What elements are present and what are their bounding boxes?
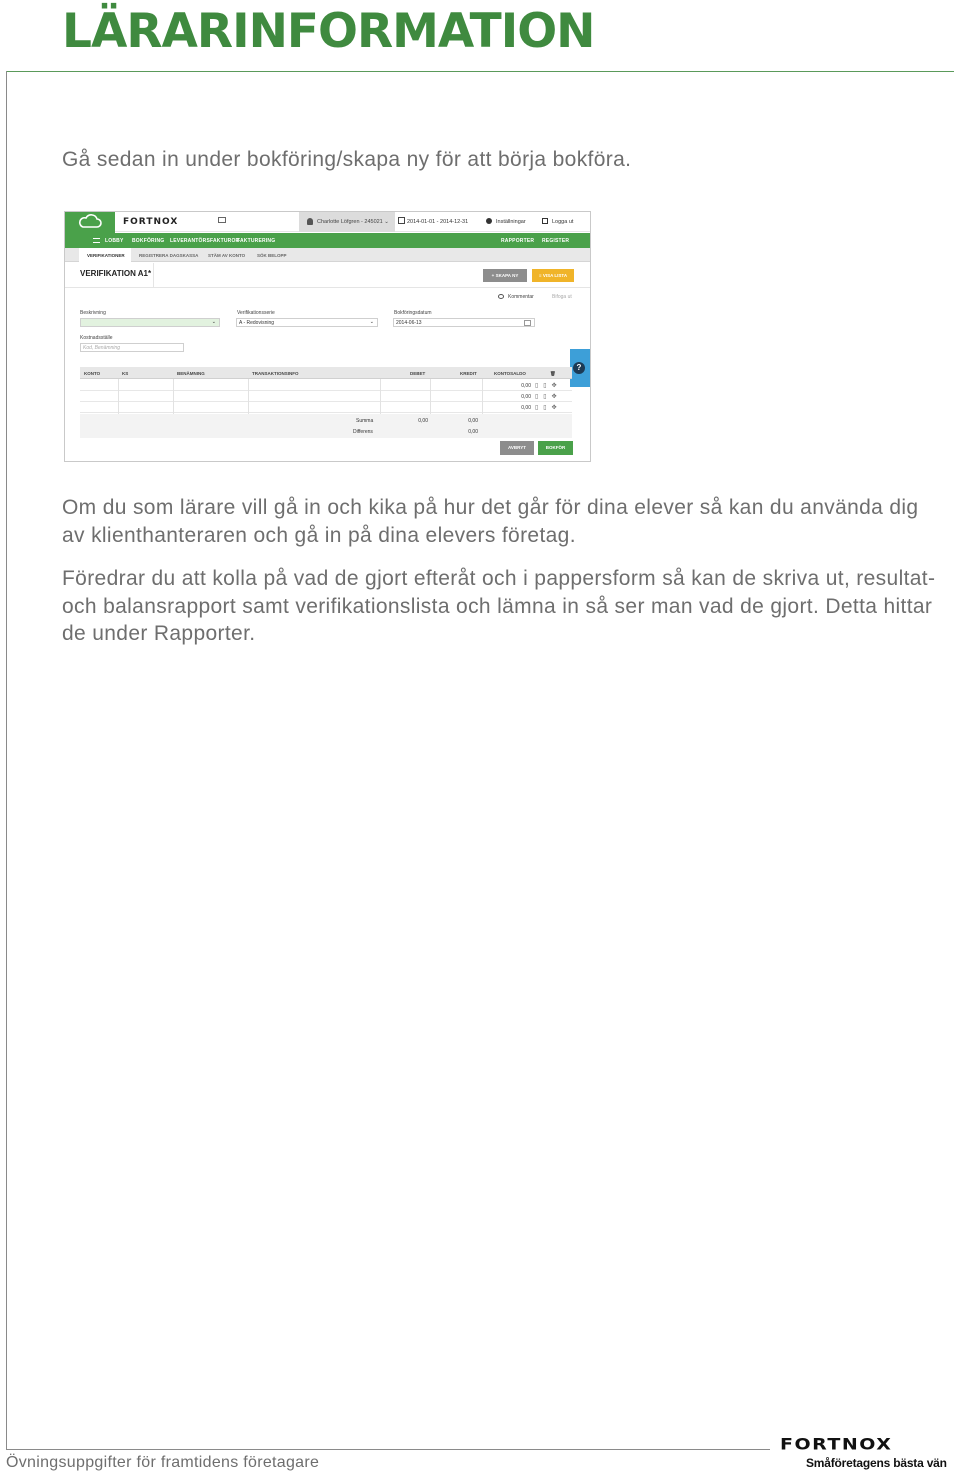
frame-left-rule (6, 71, 7, 1449)
mail-icon[interactable] (218, 217, 226, 223)
question-icon[interactable]: ? (573, 362, 585, 374)
summa-kredit: 0,00 (468, 418, 478, 424)
instruction-paragraph: Gå sedan in under bokföring/skapa ny för att börja bokföra. (62, 148, 632, 171)
datum-field[interactable]: 2014-06-13 (393, 318, 535, 327)
col-konto: KONTO (84, 371, 101, 376)
col-divider (482, 379, 483, 414)
summa-label: Summa (356, 418, 374, 424)
serie-select[interactable]: A - Redovisning ⌄ (236, 318, 378, 327)
user-icon (307, 218, 313, 225)
footer-brand: FORTNOX (780, 1435, 893, 1454)
tab-sok-belopp[interactable]: SÖK BELOPP (257, 253, 287, 258)
nav-bokforing[interactable]: BOKFÖRING (132, 238, 165, 244)
col-kontosaldo: KONTOSALDO (494, 371, 526, 376)
footer-tagline: Småföretagens bästa vän (806, 1456, 947, 1470)
row-saldo: 0,00 (521, 394, 531, 400)
cancel-button[interactable]: AVBRYT (500, 441, 534, 455)
summary-area (80, 414, 572, 438)
verification-title: VERIFIKATION A1* (80, 269, 152, 278)
col-divider (248, 379, 249, 414)
nav-leverantorsfakturor[interactable]: LEVERANTÖRSFAKTUROR (170, 238, 240, 244)
logout-link[interactable]: Logga ut (552, 219, 574, 225)
book-button[interactable]: BOKFÖR (538, 441, 573, 455)
page-title: LÄRARINFORMATION (62, 4, 595, 59)
frame-bottom-rule (6, 1449, 770, 1450)
chevron-down-icon: ⌄ (384, 219, 389, 225)
col-kredit: KREDIT (460, 371, 477, 376)
table-row[interactable] (80, 380, 572, 391)
chevron-down-icon: ⌄ (211, 319, 216, 325)
row-actions-icon[interactable]: ▯▯✥ (535, 394, 562, 400)
col-ks: KS (122, 371, 129, 376)
fortnox-brand: FORTNOX (123, 217, 179, 227)
tab-verifikationer[interactable]: VERIFIKATIONER (87, 253, 125, 258)
plus-icon: + (491, 273, 496, 278)
nav-lobby[interactable]: LOBBY (105, 238, 124, 244)
reports-paragraph: Föredrar du att kolla på vad de gjort efteråt och i pappersform så kan de skriva ut, resultat- och balansrapport samt verifikationslista och lämna in så ser man vad de gjort. Detta hittar de under Rapporter. (62, 567, 936, 645)
main-nav (65, 233, 590, 248)
footer-logo (780, 1436, 954, 1472)
footer-text: Övningsuppgifter för framtidens företagare (6, 1454, 320, 1471)
create-new-button[interactable]: + SKAPA NY (483, 269, 527, 282)
user-name: Charlotte Löfgren - 245021 (317, 219, 383, 225)
row-actions-icon[interactable]: ▯▯✥ (535, 383, 562, 389)
col-benamning: BENÄMNING (177, 371, 205, 376)
divider (153, 263, 154, 288)
kostnad-field[interactable]: Kod, Benämning (80, 343, 184, 352)
table-header (80, 367, 572, 379)
settings-link[interactable]: Inställningar (496, 219, 526, 225)
calendar-icon (524, 320, 531, 326)
tab-stam-av-konto[interactable]: STÄM AV KONTO (208, 253, 246, 258)
list-icon: ≡ (538, 273, 543, 278)
teacher-paragraph: Om du som lärare vill gå in och kika på hur det går för dina elever så kan du använda dig av klienthanteraren och gå in på dina elevers företag. (62, 496, 919, 547)
show-list-button[interactable]: ≡ VISA LISTA (532, 269, 574, 282)
col-divider (430, 379, 431, 414)
cloud-icon (65, 212, 115, 233)
frame-top-rule (6, 71, 954, 72)
serie-label: Verifikationsserie (237, 310, 275, 316)
table-row[interactable] (80, 402, 572, 413)
col-divider (173, 379, 174, 414)
kostnad-label: Kostnadsställe (80, 335, 113, 341)
tab-registrera-dagskassa[interactable]: REGISTRERA DAGSKASSA (139, 253, 199, 258)
datum-label: Bokföringsdatum (394, 310, 432, 316)
trash-icon[interactable]: 🗑 (550, 371, 556, 376)
col-debet: DEBET (410, 371, 426, 376)
col-divider (380, 379, 381, 414)
row-saldo: 0,00 (521, 383, 531, 389)
menu-icon[interactable] (93, 238, 100, 243)
beskrivning-label: Beskrivning (80, 310, 106, 316)
summa-debet: 0,00 (418, 418, 428, 424)
chevron-down-icon: ⌄ (369, 319, 374, 325)
beskrivning-field[interactable] (80, 318, 220, 327)
nav-register[interactable]: REGISTER (542, 238, 570, 244)
user-menu[interactable] (299, 212, 395, 232)
col-divider (118, 379, 119, 414)
table-row[interactable] (80, 391, 572, 402)
differens-label: Differens (353, 429, 373, 435)
date-range[interactable]: 2014-01-01 - 2014-12-31 (407, 219, 469, 225)
differens-value: 0,00 (468, 429, 478, 435)
nav-fakturering[interactable]: FAKTURERING (237, 238, 276, 244)
cloud-logo[interactable] (65, 212, 115, 233)
nav-rapporter[interactable]: RAPPORTER (501, 238, 535, 244)
comment-link[interactable]: Kommentar (508, 294, 534, 300)
row-saldo: 0,00 (521, 405, 531, 411)
row-actions-icon[interactable]: ▯▯✥ (535, 405, 562, 411)
fortnox-screenshot (64, 211, 591, 462)
attach-link[interactable]: Bifoga ut (552, 294, 572, 300)
col-transaktionsinfo: TRANSAKTIONSINFO (252, 371, 299, 376)
